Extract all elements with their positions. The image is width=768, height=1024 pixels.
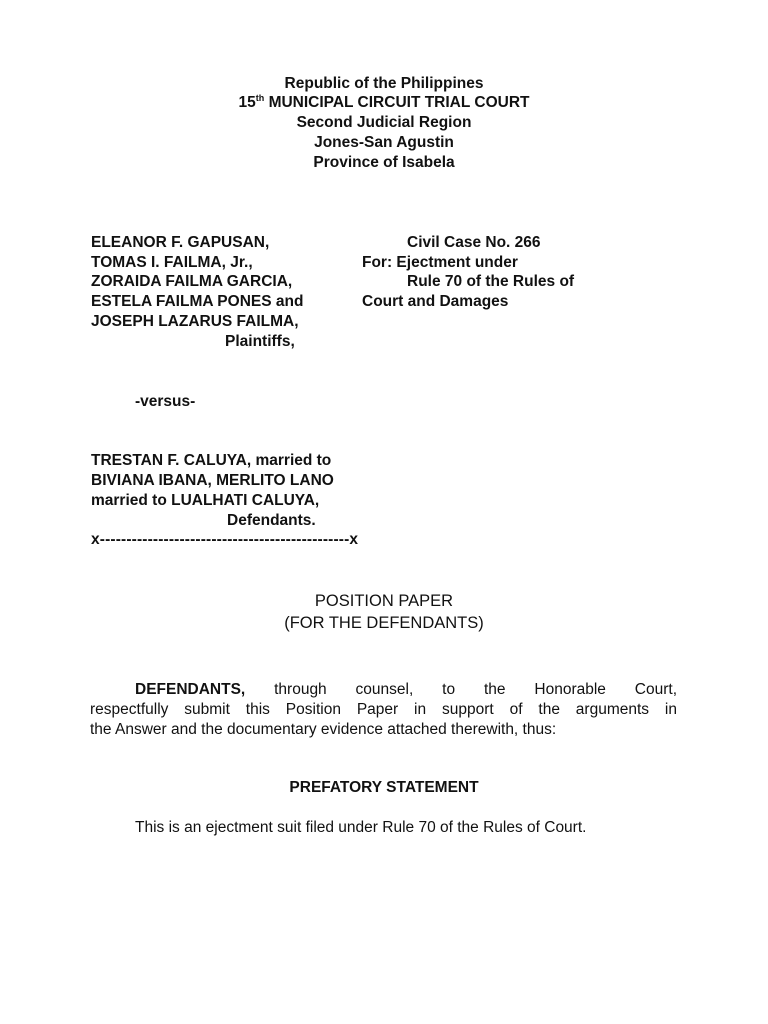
header-court-ordinal: th <box>255 92 265 103</box>
header-province: Province of Isabela <box>313 154 455 171</box>
case-nature-line: Rule 70 of the Rules of <box>407 273 575 290</box>
header-republic: Republic of the Philippines <box>284 75 484 92</box>
plaintiff-name: ELEANOR F. GAPUSAN, <box>91 234 270 251</box>
header-municipality: Jones-San Agustin <box>314 134 454 151</box>
document-subtitle: (FOR THE DEFENDANTS) <box>284 614 484 632</box>
defendants-lead: DEFENDANTS, <box>135 681 246 698</box>
header-court <box>0 93 768 113</box>
section-heading: PREFATORY STATEMENT <box>289 779 479 796</box>
versus-label: -versus- <box>135 393 196 410</box>
header-region: Second Judicial Region <box>296 114 472 131</box>
plaintiff-name: JOSEPH LAZARUS FAILMA, <box>91 313 299 330</box>
case-nature-line: For: Ejectment under <box>362 254 518 271</box>
intro-line-rest: through counsel, to the Honorable Court, <box>245 681 677 698</box>
intro-line <box>90 680 677 700</box>
defendants-label: Defendants. <box>227 512 316 529</box>
intro-line: respectfully submit this Position Paper in support of the arguments in <box>90 701 677 718</box>
case-nature-line: Court and Damages <box>362 293 509 310</box>
defendant-name: TRESTAN F. CALUYA, married to <box>91 452 332 469</box>
plaintiff-name: ESTELA FAILMA PONES and <box>91 293 304 310</box>
case-number: Civil Case No. 266 <box>407 234 541 251</box>
intro-line: the Answer and the documentary evidence attached therewith, thus: <box>90 721 557 738</box>
header-court-number: 15 <box>238 94 256 111</box>
document-title: POSITION PAPER <box>314 592 454 610</box>
plaintiffs-label: Plaintiffs, <box>225 333 295 350</box>
header-court-name: MUNICIPAL CIRCUIT TRIAL COURT <box>264 94 530 111</box>
intro-paragraph <box>90 680 677 740</box>
defendant-name: married to LUALHATI CALUYA, <box>91 492 320 509</box>
plaintiff-name: TOMAS I. FAILMA, Jr., <box>91 254 253 271</box>
caption-divider: x-----------------------------------------------x <box>91 531 359 548</box>
prefatory-paragraph: This is an ejectment suit filed under Rule 70 of the Rules of Court. <box>135 819 587 836</box>
defendant-name: BIVIANA IBANA, MERLITO LANO <box>91 472 334 489</box>
plaintiff-name: ZORAIDA FAILMA GARCIA, <box>91 273 293 290</box>
